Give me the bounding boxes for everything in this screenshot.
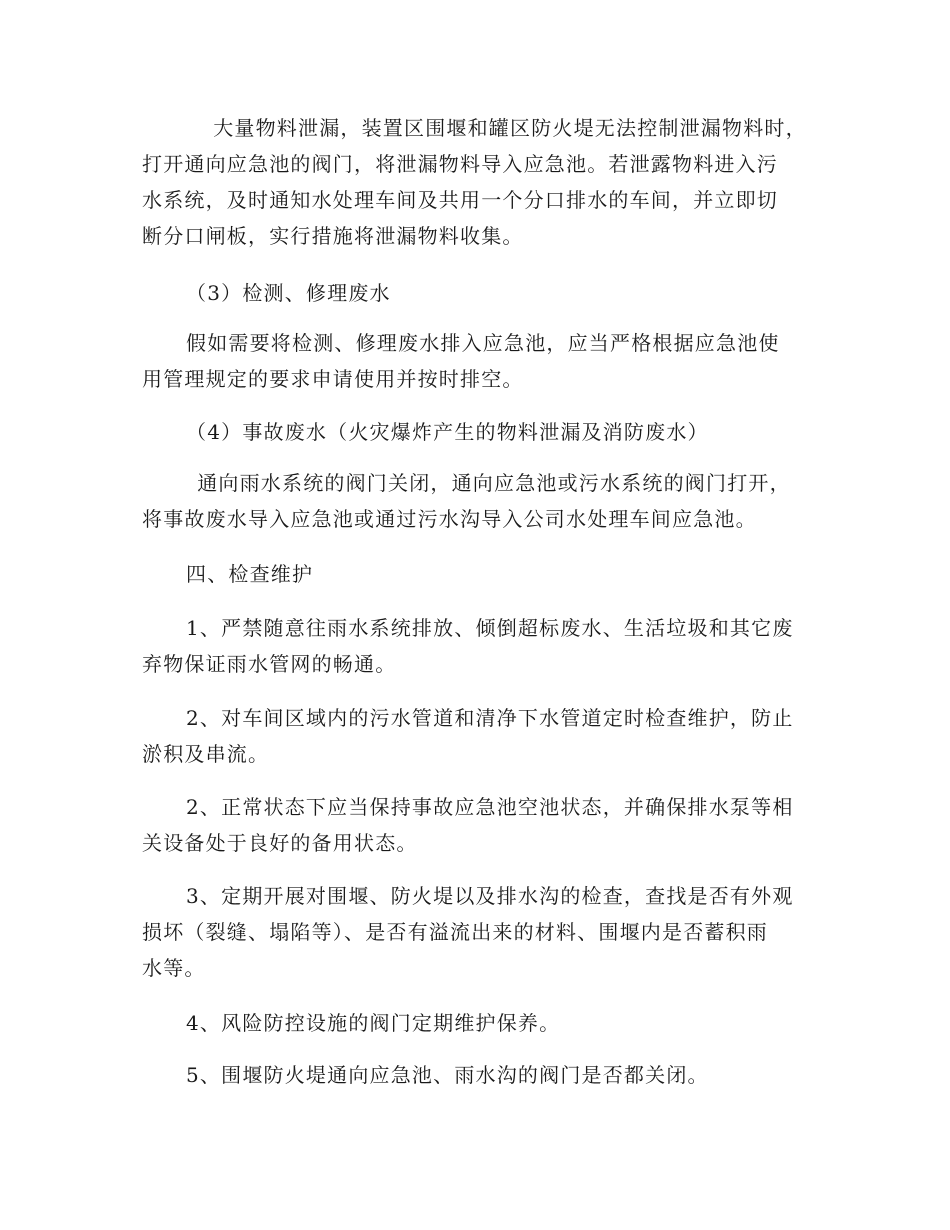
list-item-2 <box>142 700 812 772</box>
text-line: 水等。 <box>142 956 206 980</box>
text-line: 弃物保证雨水管网的畅通。 <box>142 652 397 676</box>
paragraph-repair-wastewater <box>142 325 812 397</box>
list-item-2b <box>142 789 812 861</box>
text-line: 损坏（裂缝、塌陷等）、是否有溢流出来的材料、围堰内是否蓄积雨 <box>142 920 768 944</box>
text-line: 1、严禁随意往雨水系统排放、倾倒超标废水、生活垃圾和其它废 <box>186 616 794 640</box>
list-item-1 <box>142 610 812 682</box>
text-line: 水系统，及时通知水处理车间及共用一个分口排水的车间，并立即切 <box>142 188 778 212</box>
text-line: 四、检查维护 <box>186 562 314 586</box>
text-line: 将事故废水导入应急池或通过污水沟导入公司水处理车间应急池。 <box>142 507 757 531</box>
paragraph-accident-wastewater <box>142 465 812 537</box>
section-heading-inspection <box>142 556 812 592</box>
text-line: 淤积及串流。 <box>142 742 270 766</box>
text-line: 大量物料泄漏，装置区围堰和罐区防火堤无法控制泄漏物料时， <box>192 116 807 140</box>
heading-accident-wastewater <box>142 414 812 450</box>
text-line: 用管理规定的要求申请使用并按时排空。 <box>142 367 524 391</box>
text-line: （4）事故废水（火灾爆炸产生的物料泄漏及消防废水） <box>186 420 709 444</box>
text-line: 关设备处于良好的备用状态。 <box>142 831 418 855</box>
text-line: 假如需要将检测、修理废水排入应急池，应当严格根据应急池使 <box>186 331 780 355</box>
text-line: 通向雨水系统的阀门关闭，通向应急池或污水系统的阀门打开， <box>176 471 791 495</box>
list-item-5 <box>142 1057 812 1093</box>
text-line: 打开通向应急池的阀门，将泄漏物料导入应急池。若泄露物料进入污 <box>142 152 778 176</box>
list-item-3 <box>142 878 812 986</box>
text-line: 断分口闸板，实行措施将泄漏物料收集。 <box>142 224 524 248</box>
paragraph-leak-handling <box>142 110 812 254</box>
text-line: 2、正常状态下应当保持事故应急池空池状态，并确保排水泵等相 <box>186 795 794 819</box>
text-line: 3、定期开展对围堰、防火堤以及排水沟的检查，查找是否有外观 <box>186 884 794 908</box>
list-item-4 <box>142 1005 812 1041</box>
text-line: 2、对车间区域内的污水管道和清净下水管道定时检查维护，防止 <box>186 706 794 730</box>
text-line: 4、风险防控设施的阀门定期维护保养。 <box>186 1011 561 1035</box>
text-line: 5、围堰防火堤通向应急池、雨水沟的阀门是否都关闭。 <box>186 1063 709 1087</box>
heading-repair-wastewater <box>142 275 812 311</box>
text-line: （3）检测、修理废水 <box>186 281 391 305</box>
